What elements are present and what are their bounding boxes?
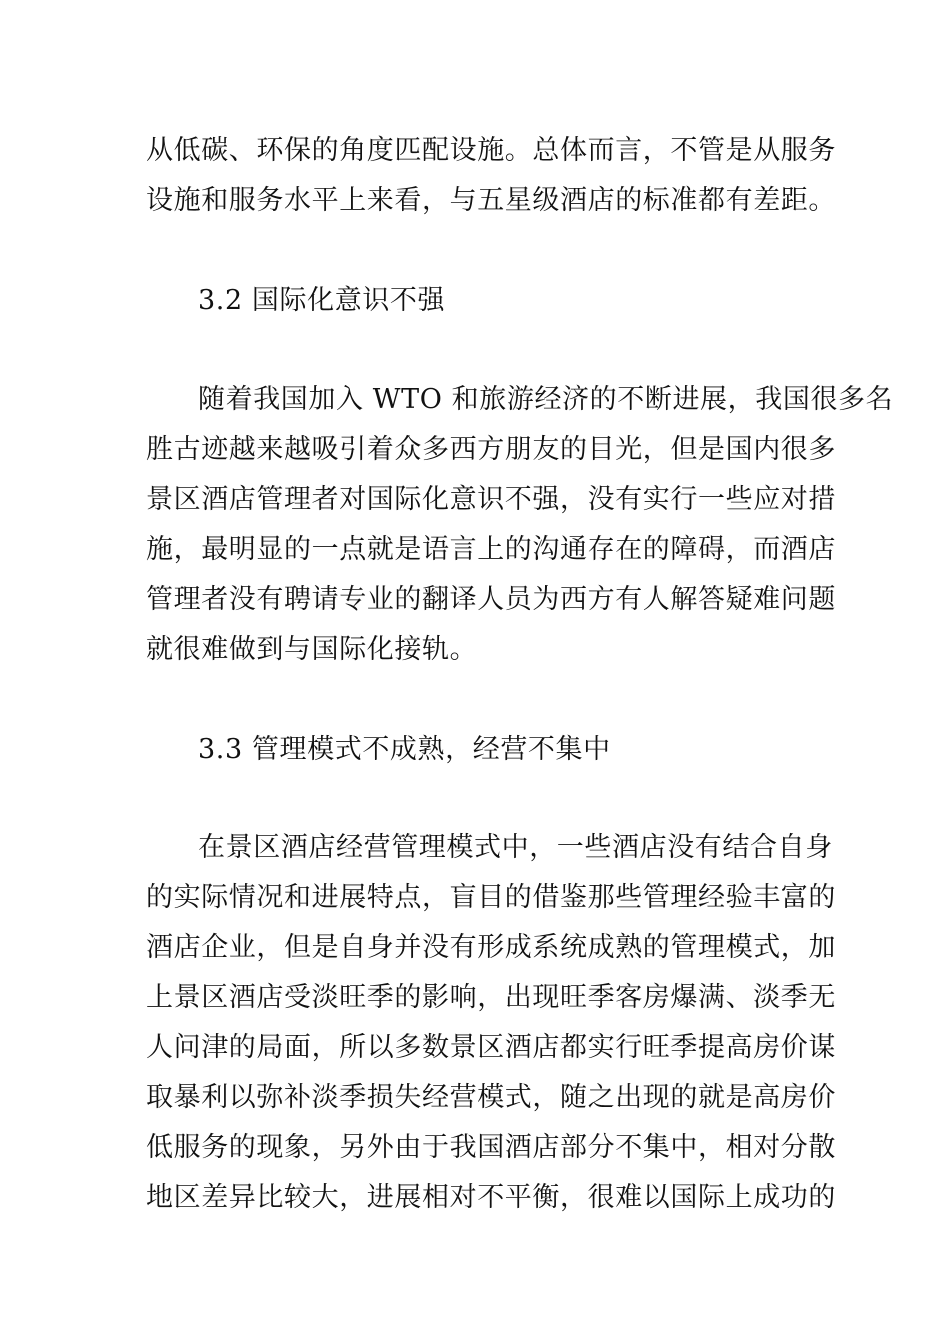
paragraph-line: 景区酒店管理者对国际化意识不强，没有实行一些应对措 [146, 484, 836, 515]
paragraph-line: 管理者没有聘请专业的翻译人员为西方有人解答疑难问题 [146, 584, 836, 615]
paragraph-line: 就很难做到与国际化接轨。 [146, 634, 478, 665]
paragraph-line: 胜古迹越来越吸引着众多西方朋友的目光，但是国内很多 [146, 434, 836, 465]
paragraph-line: 施，最明显的一点就是语言上的沟通存在的障碍，而酒店 [146, 534, 836, 565]
paragraph-line: 在景区酒店经营管理模式中，一些酒店没有结合自身 [198, 832, 833, 863]
paragraph-line: 上景区酒店受淡旺季的影响，出现旺季客房爆满、淡季无 [146, 982, 836, 1013]
paragraph-line: 的实际情况和进展特点，盲目的借鉴那些管理经验丰富的 [146, 882, 836, 913]
paragraph-line: 取暴利以弥补淡季损失经营模式，随之出现的就是高房价 [146, 1082, 836, 1113]
paragraph-line: 设施和服务水平上来看，与五星级酒店的标准都有差距。 [146, 185, 836, 216]
paragraph-line: 从低碳、环保的角度匹配设施。总体而言，不管是从服务 [146, 135, 836, 166]
paragraph-line: 地区差异比较大，进展相对不平衡，很难以国际上成功的 [146, 1182, 836, 1213]
paragraph-line: 低服务的现象，另外由于我国酒店部分不集中，相对分散 [146, 1132, 836, 1163]
section-heading: 3.2 国际化意识不强 [198, 285, 446, 316]
paragraph-line: 酒店企业，但是自身并没有形成系统成熟的管理模式，加 [146, 932, 836, 963]
paragraph-line: 人问津的局面，所以多数景区酒店都实行旺季提高房价谋 [146, 1032, 836, 1063]
paragraph-line: 随着我国加入 WTO 和旅游经济的不断进展，我国很多名 [198, 384, 894, 415]
section-heading: 3.3 管理模式不成熟，经营不集中 [198, 734, 611, 765]
